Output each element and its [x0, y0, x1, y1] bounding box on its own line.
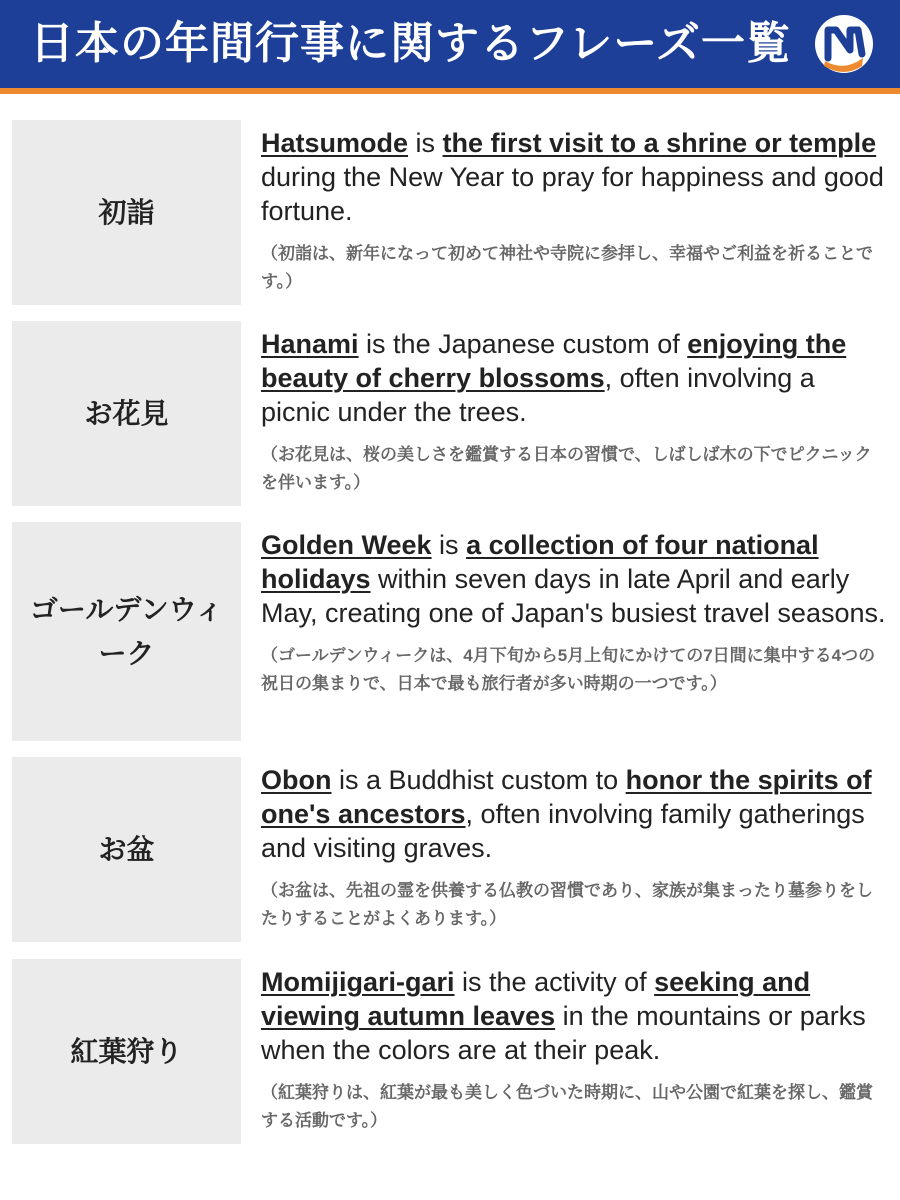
term-box — [12, 959, 241, 1144]
highlight-phrase: Hatsumode — [261, 128, 409, 158]
highlight-phrase: enjoying the beauty of cherry blossoms — [261, 329, 847, 393]
term-label: お花見 — [84, 397, 169, 429]
term-label: ゴールデンウィーク — [29, 593, 224, 669]
highlight-phrase: seeking and viewing autumn leaves — [261, 967, 811, 1031]
japanese-translation: （お盆は、先祖の霊を供養する仏教の習慣であり、家族が集まったり墓参りをしたりすることがよくあります。） — [261, 881, 873, 928]
highlight-phrase: Golden Week — [261, 530, 432, 560]
japanese-translation: （お花見は、桜の美しさを鑑賞する日本の習慣で、しばしば木の下でピクニックを伴います。） — [261, 445, 872, 492]
term-box — [12, 757, 241, 942]
japanese-translation: （紅葉狩りは、紅葉が最も美しく色づいた時期に、山や公園で紅葉を探し、鑑賞する活動です。） — [261, 1083, 873, 1130]
phrase-row-momijigari — [0, 959, 900, 1144]
description-text: is the activity of — [454, 967, 655, 997]
page-title: 日本の年間行事に関するフレーズ一覧 — [30, 19, 792, 68]
english-description — [261, 528, 891, 630]
term-label: 紅葉狩り — [70, 1035, 183, 1067]
highlight-phrase: Momijigari-gari — [261, 967, 455, 997]
highlight-phrase: a collection of four national holidays — [261, 530, 819, 594]
description-text: is a Buddhist custom to — [331, 765, 626, 795]
term-label: お盆 — [98, 833, 155, 865]
english-description — [261, 126, 891, 228]
japanese-translation: （ゴールデンウィークは、4月下旬から5月上旬にかけての7日間に集中する4つの祝日の集まりで、日本で最も旅行者が多い時期の一つです。） — [261, 646, 876, 693]
term-box — [12, 522, 241, 741]
highlight-phrase: honor the spirits of one's ancestors — [261, 765, 872, 829]
english-description — [261, 327, 891, 429]
term-label: 初詣 — [98, 196, 155, 228]
phrase-row-golden-week — [0, 522, 900, 741]
highlight-phrase: the first visit to a shrine or temple — [442, 128, 877, 158]
english-description — [261, 763, 891, 865]
description-text: within seven days in late April and early May, creating one of Japan's busiest travel seasons. — [261, 564, 886, 628]
phrase-row-hanami — [0, 321, 900, 506]
highlight-phrase: Obon — [261, 765, 332, 795]
term-box — [12, 321, 241, 506]
english-description — [261, 965, 891, 1067]
description-text: during the New Year to pray for happiness and good fortune. — [261, 162, 884, 226]
phrase-content — [261, 965, 891, 1135]
phrase-row-hatsumode — [0, 120, 900, 305]
phrase-content — [261, 528, 891, 698]
description-text: , often involving family gatherings and visiting graves. — [261, 799, 865, 863]
phrase-content — [261, 763, 891, 933]
description-text: is the Japanese custom of — [358, 329, 688, 359]
phrase-content — [261, 327, 891, 497]
highlight-phrase: Hanami — [261, 329, 359, 359]
description-text: in the mountains or parks when the colors are at their peak. — [261, 1001, 866, 1065]
phrase-content — [261, 126, 891, 296]
japanese-translation: （初詣は、新年になって初めて神社や寺院に参拝し、幸福やご利益を祈ることです。） — [261, 244, 873, 291]
description-text: is — [431, 530, 467, 560]
term-box — [12, 120, 241, 305]
phrase-row-obon — [0, 757, 900, 942]
description-text: , often involving a picnic under the trees. — [261, 363, 815, 427]
description-text: is — [408, 128, 443, 158]
